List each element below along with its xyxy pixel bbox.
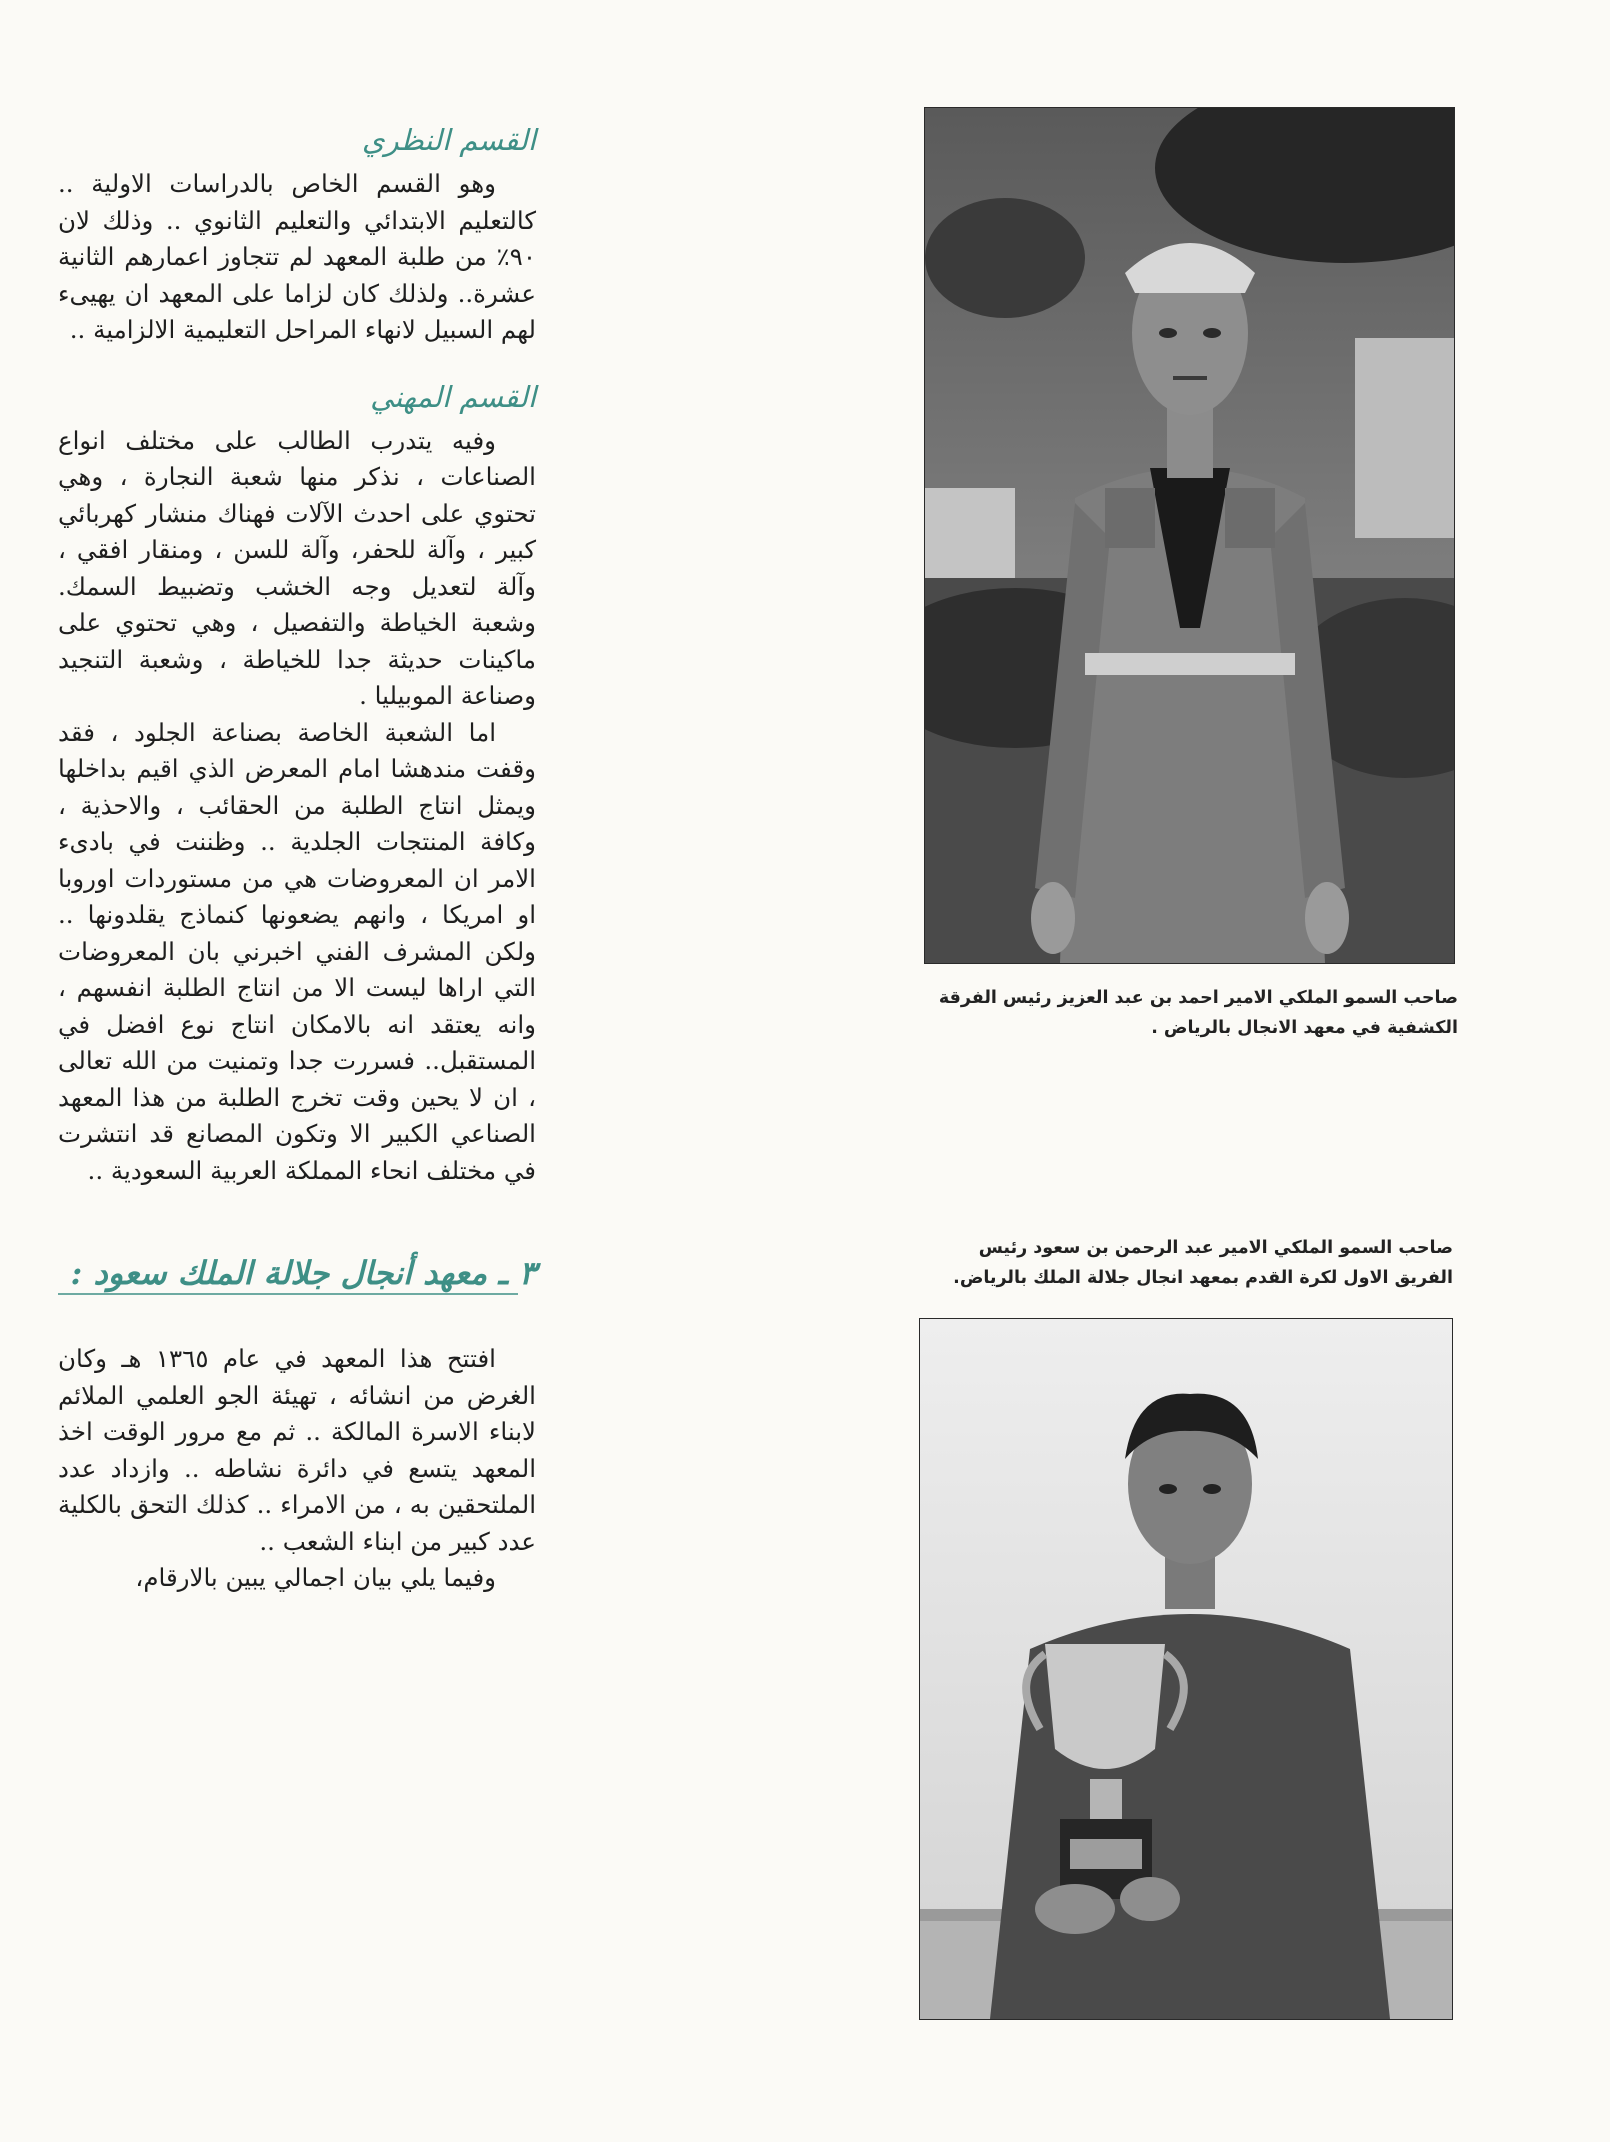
heading-theory-section: القسم النظري [361, 123, 536, 157]
institute-section-title [58, 1249, 536, 1297]
heading-vocational-section: القسم المهني [370, 379, 536, 414]
trophy-portrait-photo [919, 1318, 1453, 2020]
paragraph-theory: وهو القسم الخاص بالدراسات الاولية .. كالتعليم الابتدائي والتعليم الثانوي .. وذلك لان ٩٠٪ من طلبة المعهد لم تتجاوز اعمارهم الثانية عشرة.. ولذلك كان لزاما على المعهد ان يهيىء لهم السبيل لانهاء المراحل التعليمية الالزامية .. [58, 169, 536, 344]
trophy-photo-illustration [920, 1319, 1452, 2019]
heading-underline [58, 1293, 518, 1295]
scout-photo-illustration [925, 108, 1454, 963]
article-text-column [58, 118, 536, 1597]
paragraph-institute-1: افتتح هذا المعهد في عام ١٣٦٥ هـ وكان الغرض من انشائه ، تهيئة الجو العلمي الملائم لابناء الاسرة المالكة .. ثم مع مرور الوقت اخذ المعهد يتسع في دائرة نشاطه .. وازداد عدد الملتحقين به ، من الامراء .. كذلك التحق بالكلية عدد كبير من ابناء الشعب .. [58, 1344, 536, 1556]
scout-portrait-photo [924, 107, 1455, 964]
scout-photo-caption: صاحب السمو الملكي الامير احمد بن عبد العزيز رئيس الفرقة الكشفية في معهد الانجال بالرياض . [938, 988, 1458, 1038]
paragraph-vocational-1: وفيه يتدرب الطالب على مختلف انواع الصناعات ، نذكر منها شعبة النجارة ، وهي تحتوي على احدث الآلات فهناك منشار كهربائي كبير ، وآلة للحفر، وآلة للسن ، ومنقار افقي ، وآلة لتعديل وجه الخشب وتضبيط السمك. وشعبة الخياطة والتفصيل ، وهي تحتوي على ماكينات حديثة جدا للخياطة ، وشعبة التنجيد وصناعة الموبيليا . [58, 425, 536, 710]
paragraph-vocational-2: اما الشعبة الخاصة بصناعة الجلود ، فقد وقفت مندهشا امام المعرض الذي اقيم بداخلها ويمثل انتاج الطلبة من الحقائب ، والاحذية ، وكافة المنتجات الجلدية .. وظننت في بادىء الامر ان المعروضات هي من مستوردات اوروبا او امريكا ، وانهم يضعونها كنماذج يقلدونها .. ولكن المشرف الفني اخبرني بان المعروضات التي اراها ليست الا من انتاج الطلبة انفسهم ، وانه يعتقد انه بالامكان انتاج نوع افضل في المستقبل.. فسررت جدا وتمنيت من الله تعالى ، ان لا يحين وقت تخرج الطلبة من هذا المعهد الصناعي الكبير الا وتكون المصانع قد انتشرت في مختلف انحاء المملكة العربية السعودية .. [58, 717, 536, 1185]
paragraph-institute-2: وفيما يلي بيان اجمالي يبين بالارقام، [135, 1563, 496, 1592]
football-photo-caption: صاحب السمو الملكي الامير عبد الرحمن بن سعود رئيس الفريق الاول لكرة القدم بمعهد انجال جلالة الملك بالرياض. [953, 1238, 1453, 1288]
heading-institute-section: ٣ ـ معهد أنجال جلالة الملك سعود : [70, 1254, 536, 1292]
